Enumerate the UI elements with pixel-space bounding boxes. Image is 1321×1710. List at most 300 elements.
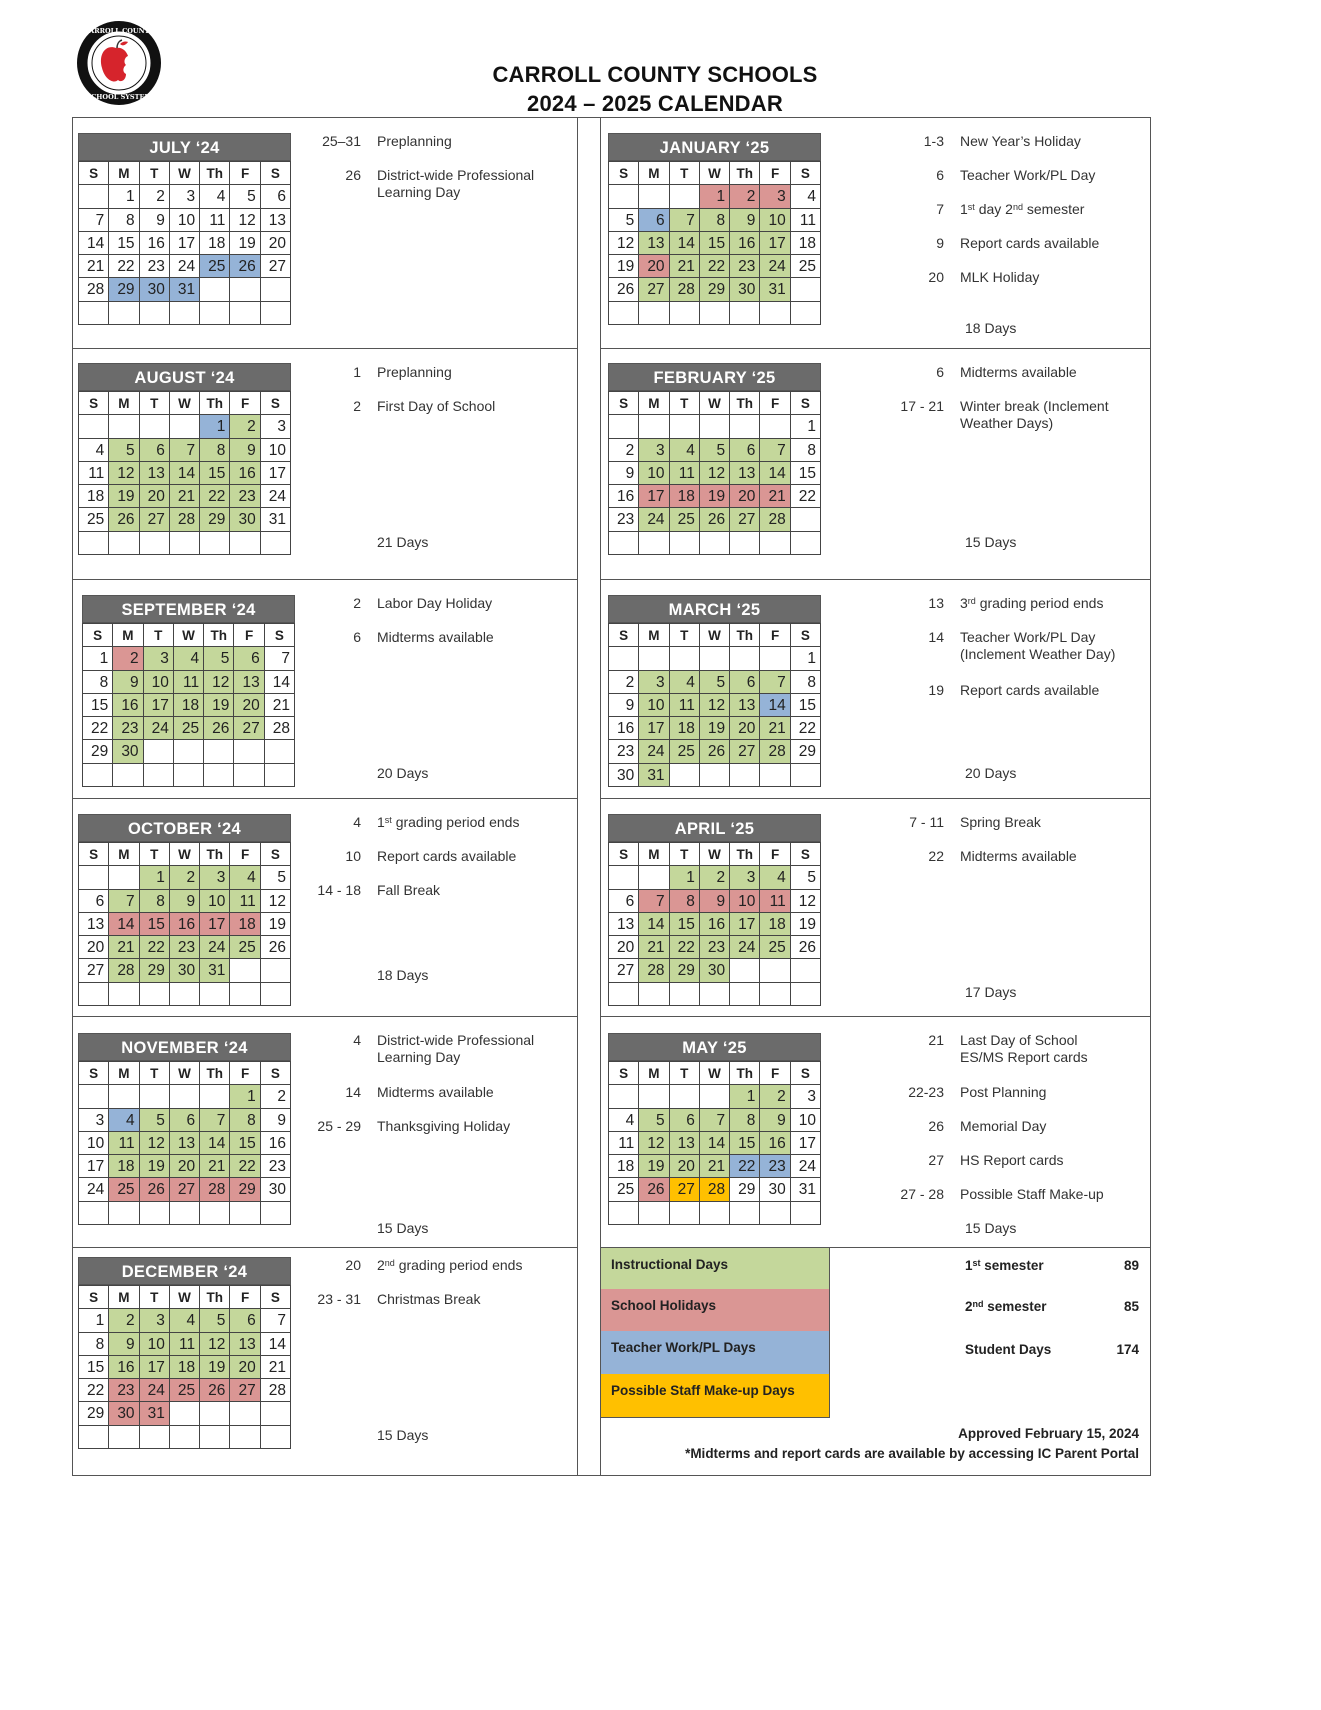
row-divider	[72, 1247, 578, 1248]
empty-cell	[760, 983, 790, 1006]
day-cell: 1	[700, 185, 730, 208]
empty-cell	[639, 185, 669, 208]
empty-cell	[261, 959, 291, 982]
day-cell: 31	[639, 764, 669, 787]
day-cell: 3	[144, 647, 174, 670]
empty-cell	[170, 1085, 200, 1108]
day-cell: 31	[140, 1402, 170, 1425]
day-cell: 29	[79, 1402, 109, 1425]
day-cell: 5	[140, 1109, 170, 1132]
day-cell: 4	[670, 439, 700, 462]
row-divider	[600, 798, 1151, 799]
day-cell: 16	[700, 913, 730, 936]
day-cell: 25	[791, 255, 821, 278]
day-cell: 3	[200, 866, 230, 889]
day-cell: 12	[791, 890, 821, 913]
day-cell: 4	[170, 1309, 200, 1332]
month-title: APRIL ‘25	[608, 814, 821, 842]
day-cell: 26	[791, 936, 821, 959]
empty-cell	[670, 532, 700, 555]
empty-cell	[670, 647, 700, 670]
event-description: 3rd grading period ends	[960, 595, 1104, 611]
day-cell: 20	[230, 1356, 260, 1379]
day-cell: 16	[609, 485, 639, 508]
day-cell: 23	[760, 1155, 790, 1178]
day-cell: 6	[170, 1109, 200, 1132]
row-divider	[600, 579, 1151, 580]
day-cell: 16	[113, 694, 143, 717]
weekday-header: S	[609, 843, 639, 866]
day-cell: 4	[174, 647, 204, 670]
day-cell: 8	[230, 1109, 260, 1132]
day-cell: 6	[639, 209, 669, 232]
month-calendar	[608, 133, 821, 325]
empty-cell	[170, 415, 200, 438]
school-logo	[76, 20, 162, 106]
day-cell: 8	[83, 671, 113, 694]
row-divider	[600, 1016, 1151, 1017]
day-cell: 16	[230, 462, 260, 485]
weekday-header: S	[609, 624, 639, 647]
day-cell: 19	[200, 1356, 230, 1379]
event-date: 14	[345, 1084, 361, 1100]
event-description: 2nd grading period ends	[377, 1257, 523, 1273]
day-cell: 3	[140, 1309, 170, 1332]
empty-cell	[230, 1402, 260, 1425]
event-description: Possible Staff Make-up	[960, 1186, 1104, 1202]
day-cell: 22	[730, 1155, 760, 1178]
month-day-count: 15 Days	[377, 1427, 429, 1443]
day-cell: 17	[170, 232, 200, 255]
day-cell: 31	[791, 1178, 821, 1201]
day-cell: 1	[200, 415, 230, 438]
event-date: 4	[353, 814, 361, 830]
weekday-header: S	[261, 162, 291, 185]
weekday-header: W	[170, 392, 200, 415]
day-cell: 10	[639, 694, 669, 717]
day-cell: 1	[230, 1085, 260, 1108]
day-cell: 27	[170, 1178, 200, 1201]
empty-cell	[230, 302, 260, 325]
weekday-header: T	[140, 162, 170, 185]
day-cell: 30	[261, 1178, 291, 1201]
empty-cell	[113, 764, 143, 787]
empty-cell	[200, 532, 230, 555]
weekday-header: S	[609, 162, 639, 185]
empty-cell	[670, 302, 700, 325]
day-cell: 14	[700, 1132, 730, 1155]
weekday-header: T	[140, 1062, 170, 1085]
event-date: 26	[345, 167, 361, 183]
weekday-header: T	[670, 624, 700, 647]
day-cell: 19	[230, 232, 260, 255]
day-cell: 23	[609, 508, 639, 531]
weekday-header: W	[174, 624, 204, 647]
day-cell: 8	[79, 1333, 109, 1356]
weekday-header: S	[261, 843, 291, 866]
empty-cell	[760, 959, 790, 982]
day-cell: 6	[140, 439, 170, 462]
month-title: JANUARY ‘25	[608, 133, 821, 161]
day-cell: 29	[700, 278, 730, 301]
empty-cell	[109, 1426, 139, 1449]
day-cell: 21	[200, 1155, 230, 1178]
empty-cell	[230, 959, 260, 982]
weekday-header: W	[170, 1062, 200, 1085]
day-cell: 23	[113, 717, 143, 740]
event-description: District-wide Professional Learning Day	[377, 167, 535, 200]
day-cell: 7	[109, 890, 139, 913]
row-divider	[72, 348, 578, 349]
empty-cell	[261, 983, 291, 1006]
day-cell: 2	[109, 1309, 139, 1332]
day-cell: 23	[609, 740, 639, 763]
day-cell: 29	[791, 740, 821, 763]
event-date: 25–31	[322, 133, 361, 149]
empty-cell	[730, 532, 760, 555]
day-cell: 30	[609, 764, 639, 787]
month-calendar	[608, 363, 821, 555]
day-cell: 2	[261, 1085, 291, 1108]
day-cell: 28	[109, 959, 139, 982]
weekday-header: S	[791, 392, 821, 415]
row-divider	[72, 798, 578, 799]
weekday-header: Th	[200, 1286, 230, 1309]
day-cell: 15	[700, 232, 730, 255]
weekday-header: W	[700, 1062, 730, 1085]
event-date: 20	[928, 269, 944, 285]
event-description: Spring Break	[960, 814, 1041, 830]
day-cell: 13	[234, 671, 264, 694]
empty-cell	[79, 1426, 109, 1449]
day-cell: 29	[230, 1178, 260, 1201]
day-cell: 24	[140, 1379, 170, 1402]
day-cell: 1	[79, 1309, 109, 1332]
day-cell: 28	[79, 278, 109, 301]
day-cell: 20	[79, 936, 109, 959]
day-cell: 12	[700, 462, 730, 485]
event-description: Teacher Work/PL Day (Inclement Weather Day)	[960, 629, 1116, 662]
empty-cell	[144, 764, 174, 787]
month-day-count: 21 Days	[377, 534, 429, 550]
day-cell: 25	[79, 508, 109, 531]
day-cell: 2	[730, 185, 760, 208]
empty-cell	[609, 185, 639, 208]
weekday-header: F	[234, 624, 264, 647]
weekday-header: W	[700, 162, 730, 185]
day-cell: 25	[230, 936, 260, 959]
day-cell: 10	[791, 1109, 821, 1132]
day-cell: 4	[109, 1109, 139, 1132]
month-grid	[608, 161, 821, 325]
event-description: New Year’s Holiday	[960, 133, 1081, 149]
event-date: 7	[936, 201, 944, 217]
day-cell: 27	[140, 508, 170, 531]
day-cell: 28	[700, 1178, 730, 1201]
empty-cell	[261, 1202, 291, 1225]
event-description: Christmas Break	[377, 1291, 481, 1307]
day-cell: 15	[730, 1132, 760, 1155]
day-cell: 5	[700, 671, 730, 694]
total-value: 89	[1123, 1258, 1139, 1273]
day-cell: 12	[639, 1132, 669, 1155]
legend-teacher-work: Teacher Work/PL Days	[601, 1331, 830, 1374]
day-cell: 18	[109, 1155, 139, 1178]
month-grid	[608, 391, 821, 555]
day-cell: 11	[174, 671, 204, 694]
weekday-header: S	[609, 1062, 639, 1085]
day-cell: 13	[730, 462, 760, 485]
weekday-header: Th	[204, 624, 234, 647]
event-date: 22-23	[908, 1084, 944, 1100]
day-cell: 13	[639, 232, 669, 255]
weekday-header: S	[261, 392, 291, 415]
total-label: 1st semester	[965, 1258, 1044, 1273]
day-cell: 24	[200, 936, 230, 959]
day-cell: 1	[83, 647, 113, 670]
day-cell: 7	[200, 1109, 230, 1132]
empty-cell	[700, 415, 730, 438]
day-cell: 14	[109, 913, 139, 936]
empty-cell	[200, 1202, 230, 1225]
day-cell: 26	[230, 255, 260, 278]
empty-cell	[170, 983, 200, 1006]
month-grid	[608, 623, 821, 787]
day-cell: 24	[639, 740, 669, 763]
day-cell: 12	[204, 671, 234, 694]
weekday-header: S	[791, 624, 821, 647]
day-cell: 27	[670, 1178, 700, 1201]
month-grid	[608, 842, 821, 1006]
day-cell: 26	[639, 1178, 669, 1201]
empty-cell	[639, 532, 669, 555]
day-cell: 13	[670, 1132, 700, 1155]
day-cell: 7	[79, 209, 109, 232]
day-cell: 16	[140, 232, 170, 255]
legend-staff-makeup: Possible Staff Make-up Days	[601, 1374, 830, 1417]
day-cell: 20	[234, 694, 264, 717]
month-day-count: 20 Days	[377, 765, 429, 781]
day-cell: 1	[730, 1085, 760, 1108]
empty-cell	[791, 983, 821, 1006]
day-cell: 24	[170, 255, 200, 278]
day-cell: 24	[144, 717, 174, 740]
day-cell: 2	[113, 647, 143, 670]
day-cell: 14	[170, 462, 200, 485]
day-cell: 8	[670, 890, 700, 913]
day-cell: 15	[109, 232, 139, 255]
day-cell: 23	[261, 1155, 291, 1178]
day-cell: 18	[609, 1155, 639, 1178]
day-cell: 10	[170, 209, 200, 232]
day-cell: 22	[700, 255, 730, 278]
weekday-header: W	[170, 843, 200, 866]
day-cell: 6	[79, 890, 109, 913]
month-day-count: 18 Days	[377, 967, 429, 983]
weekday-header: W	[700, 392, 730, 415]
page-subtitle: 2024 – 2025 CALENDAR	[527, 91, 783, 116]
day-cell: 13	[730, 694, 760, 717]
day-cell: 19	[204, 694, 234, 717]
svg-text:SCHOOL SYSTEM: SCHOOL SYSTEM	[86, 93, 152, 101]
empty-cell	[791, 764, 821, 787]
event-date: 10	[345, 848, 361, 864]
day-cell: 14	[261, 1333, 291, 1356]
empty-cell	[109, 866, 139, 889]
month-day-count: 20 Days	[965, 765, 1017, 781]
day-cell: 22	[79, 1379, 109, 1402]
empty-cell	[261, 1426, 291, 1449]
empty-cell	[609, 1085, 639, 1108]
day-cell: 27	[79, 959, 109, 982]
weekday-header: T	[670, 1062, 700, 1085]
day-cell: 22	[140, 936, 170, 959]
event-description: Fall Break	[377, 882, 441, 898]
weekday-header: Th	[200, 162, 230, 185]
empty-cell	[170, 1202, 200, 1225]
empty-cell	[609, 302, 639, 325]
day-cell: 4	[79, 439, 109, 462]
empty-cell	[200, 983, 230, 1006]
empty-cell	[140, 1426, 170, 1449]
day-cell: 17	[760, 232, 790, 255]
day-cell: 3	[261, 415, 291, 438]
day-cell: 23	[230, 485, 260, 508]
day-cell: 3	[639, 439, 669, 462]
day-cell: 11	[760, 890, 790, 913]
day-cell: 27	[609, 959, 639, 982]
event-description: Preplanning	[377, 364, 452, 380]
event-date: 26	[928, 1118, 944, 1134]
day-cell: 16	[760, 1132, 790, 1155]
day-cell: 21	[670, 255, 700, 278]
total-value: 174	[1116, 1342, 1139, 1357]
weekday-header: F	[230, 1062, 260, 1085]
day-cell: 21	[109, 936, 139, 959]
weekday-header: S	[79, 1062, 109, 1085]
event-date: 14 - 18	[317, 882, 361, 898]
weekday-header: S	[791, 162, 821, 185]
event-date: 1	[353, 364, 361, 380]
day-cell: 18	[760, 913, 790, 936]
month-calendar	[608, 814, 821, 1006]
event-date: 7 - 11	[909, 814, 944, 830]
day-cell: 9	[700, 890, 730, 913]
day-cell: 28	[200, 1178, 230, 1201]
event-description: Thanksgiving Holiday	[377, 1118, 511, 1134]
day-cell: 8	[140, 890, 170, 913]
event-date: 2	[353, 398, 361, 414]
day-cell: 9	[760, 1109, 790, 1132]
empty-cell	[79, 185, 109, 208]
empty-cell	[609, 1202, 639, 1225]
event-description: Midterms available	[960, 848, 1077, 864]
event-description: Report cards available	[960, 235, 1100, 251]
day-cell: 25	[670, 740, 700, 763]
day-cell: 27	[230, 1379, 260, 1402]
event-description: First Day of School	[377, 398, 496, 414]
day-cell: 13	[170, 1132, 200, 1155]
day-cell: 15	[230, 1132, 260, 1155]
day-cell: 21	[265, 694, 295, 717]
event-date: 6	[353, 629, 361, 645]
empty-cell	[140, 983, 170, 1006]
day-cell: 22	[670, 936, 700, 959]
empty-cell	[700, 302, 730, 325]
event-description: Report cards available	[960, 682, 1100, 698]
day-cell: 12	[200, 1333, 230, 1356]
month-title: SEPTEMBER ‘24	[82, 595, 295, 623]
day-cell: 24	[730, 936, 760, 959]
weekday-header: M	[109, 1062, 139, 1085]
day-cell: 19	[700, 485, 730, 508]
weekday-header: Th	[730, 392, 760, 415]
day-cell: 4	[230, 866, 260, 889]
day-cell: 9	[609, 462, 639, 485]
weekday-header: W	[700, 843, 730, 866]
month-grid	[78, 842, 291, 1006]
weekday-header: F	[760, 843, 790, 866]
day-cell: 30	[113, 740, 143, 763]
day-cell: 9	[113, 671, 143, 694]
day-cell: 22	[83, 717, 113, 740]
day-cell: 11	[670, 462, 700, 485]
day-cell: 19	[609, 255, 639, 278]
weekday-header: M	[109, 392, 139, 415]
day-cell: 4	[670, 671, 700, 694]
day-cell: 3	[79, 1109, 109, 1132]
month-grid	[82, 623, 295, 787]
day-cell: 25	[109, 1178, 139, 1201]
empty-cell	[670, 415, 700, 438]
weekday-header: T	[670, 843, 700, 866]
legend-instructional: Instructional Days	[601, 1248, 830, 1289]
empty-cell	[670, 1202, 700, 1225]
event-description: HS Report cards	[960, 1152, 1064, 1168]
month-title: NOVEMBER ‘24	[78, 1033, 291, 1061]
day-cell: 19	[700, 717, 730, 740]
day-cell: 30	[109, 1402, 139, 1425]
empty-cell	[700, 647, 730, 670]
day-cell: 4	[200, 185, 230, 208]
empty-cell	[230, 983, 260, 1006]
event-description: MLK Holiday	[960, 269, 1040, 285]
day-cell: 11	[230, 890, 260, 913]
day-cell: 26	[261, 936, 291, 959]
weekday-header: S	[79, 843, 109, 866]
day-cell: 11	[200, 209, 230, 232]
month-day-count: 15 Days	[965, 534, 1017, 550]
day-cell: 26	[700, 740, 730, 763]
empty-cell	[140, 1085, 170, 1108]
event-date: 9	[936, 235, 944, 251]
day-cell: 11	[609, 1132, 639, 1155]
day-cell: 7	[760, 671, 790, 694]
row-divider	[600, 348, 1151, 349]
event-description: District-wide Professional Learning Day	[377, 1032, 535, 1065]
day-cell: 6	[234, 647, 264, 670]
day-cell: 10	[639, 462, 669, 485]
day-cell: 20	[730, 485, 760, 508]
weekday-header: F	[230, 392, 260, 415]
portal-note: *Midterms and report cards are available by accessing IC Parent Portal	[685, 1446, 1139, 1461]
weekday-header: S	[79, 1286, 109, 1309]
empty-cell	[109, 532, 139, 555]
approval-note: Approved February 15, 2024	[958, 1426, 1139, 1441]
empty-cell	[79, 532, 109, 555]
event-description: Post Planning	[960, 1084, 1047, 1100]
day-cell: 2	[609, 671, 639, 694]
